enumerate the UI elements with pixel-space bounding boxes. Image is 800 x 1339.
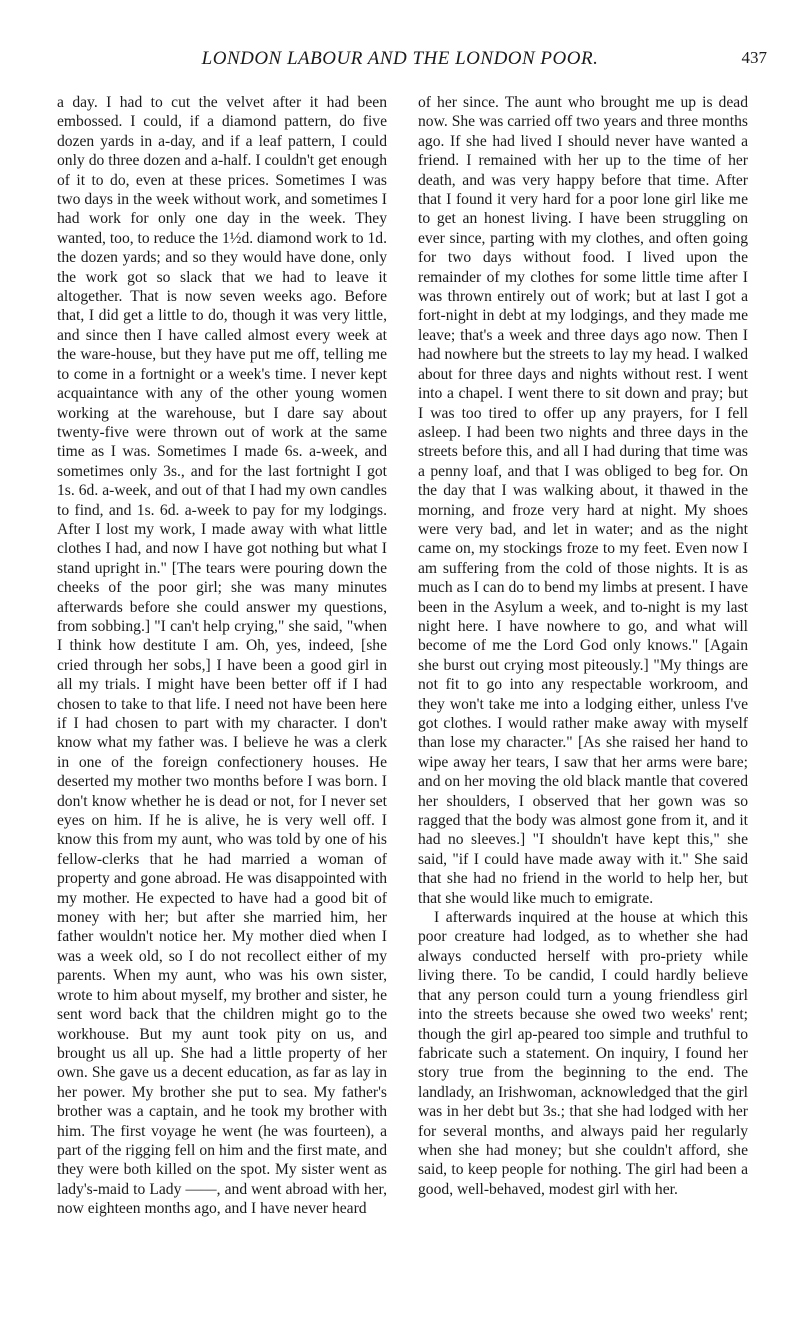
- paragraph: of her since. The aunt who brought me up is dead now. She was carried off two years and three months ago. If she had lived I should never have wanted a friend. I remained with her up to the time of her death, and was very happy before that time. After that I found it very hard for a poor lone girl like me to get an honest living. I have been struggling on ever since, parting with my clothes, and often going for two days without food. I lived upon the remainder of my clothes for some little time after I was thrown entirely out of work; but at last I got a fort-night in debt at my lodgings, and they made me leave; that's a week and three days ago now. Then I had nowhere but the streets to lay my head. I walked about for three days and nights without rest. I went into a chapel. I went there to sit down and pray; but I was too tired to offer up any prayers, for I fell asleep. I had been two nights and three days in the streets before this, and all I had during that time was a penny loaf, and that I was obliged to beg for. On the day that I was walking about, it thawed in the morning, and froze very hard at night. My shoes were very bad, and let in water; and as the night came on, my stockings froze to my feet. Even now I am suffering from the cold of those nights. It is as much as I can do to bend my limbs at present. I have been in the Asylum a week, and to-night is my last night here. I have nowhere to go, and what will become of me the Lord God only knows." [Again she burst out crying most piteously.] "My things are not fit to go into any respectable workroom, and they won't take me into a lodging either, unless I've got clothes. I would rather make away with myself than lose my character." [As she raised her hand to wipe away her tears, I saw that her arms were bare; and on her moving the old black mantle that covered her shoulders, I observed that her gown was so ragged that the body was almost gone from it, and it had no sleeves.] "I shouldn't have kept this," she said, "if I could have made away with it." She said that she had no friend in the world to help her, but that she would like much to emigrate.: [418, 94, 748, 907]
- left-column: [57, 93, 387, 1219]
- paragraph: I afterwards inquired at the house at which this poor creature had lodged, as to whether she had always conducted herself with pro-priety while living there. To be candid, I could hardly believe that any person could turn a young friendless girl into the streets because she owed two weeks' rent; though the girl ap-peared too simple and truthful to fabricate such a statement. On inquiry, I found her story true from the beginning to the end. The landlady, an Irishwoman, acknowledged that the girl was in her debt but 3s.; that she had lodged with her for several months, and always paid her regularly when she had money; but she couldn't afford, she said, to keep people for nothing. The girl had been a good, well-behaved, modest girl with her.: [418, 909, 748, 1198]
- running-head: [0, 48, 800, 72]
- paragraph: a day. I had to cut the velvet after it had been embossed. I could, if a diamond pattern, do five dozen yards in a-day, and if a leaf pattern, I could only do three dozen and a-half. I couldn't get enough of it to do, even at these prices. Sometimes I was two days in the week without work, and sometimes I had work for only one day in the week. They wanted, too, to reduce the 1½d. diamond work to 1d. the dozen yards; and so they would have done, only the work got so slack that we had to leave it altogether. That is now seven weeks ago. Before that, I did get a little to do, though it was very little, and since then I have called almost every week at the ware-house, but they have put me off, telling me to come in a fortnight or a week's time. I never kept acquaintance with any of the other young women working at the warehouse, but I dare say about twenty-five were thrown out of work at the same time as I was. Sometimes I made 6s. a-week, and sometimes only 3s., and for the last fortnight I got 1s. 6d. a-week, and out of that I had my own candles to find, and 1s. 6d. a-week to pay for my lodgings. After I lost my work, I made away with what little clothes I had, and now I have got nothing but what I stand upright in." [The tears were pouring down the cheeks of the poor girl; she was many minutes afterwards before she could answer my questions, from sobbing.] "I can't help crying," she said, "when I think how destitute I am. Oh, yes, indeed, [she cried through her sobs,] I have been a good girl in all my trials. I might have been better off if I had chosen to take to that life. I need not have been here if I had chosen to part with my character. I don't know what my father was. I believe he was a clerk in one of the foreign confectionery houses. He deserted my mother two months before I was born. I don't know whether he is dead or not, for I never set eyes on him. If he is alive, he is very well off. I know this from my aunt, who was told by one of his fellow-clerks that he had married a woman of property and gone abroad. He was disappointed with my mother. He expected to have had a good bit of money with her; but after she married him, her father wouldn't notice her. My mother died when I was a week old, so I do not recollect either of my parents. When my aunt, who was his own sister, wrote to him about myself, my brother and sister, he sent word back that the children might go to the workhouse. But my aunt took pity on us, and brought us all up. She had a little property of her own. She gave us a decent education, as far as lay in her power. My brother she put to sea. My father's brother was a captain, and he took my brother with him. The first voyage he went (he was fourteen), a part of the rigging fell on him and the first mate, and they were both killed on the spot. My sister went as lady's-maid to Lady ——, and went abroad with her, now eighteen months ago, and I have never heard: [57, 94, 387, 1218]
- running-title: LONDON LABOUR AND THE LONDON POOR.: [201, 48, 599, 69]
- right-column: [418, 93, 748, 1199]
- page-number: 437: [741, 48, 767, 67]
